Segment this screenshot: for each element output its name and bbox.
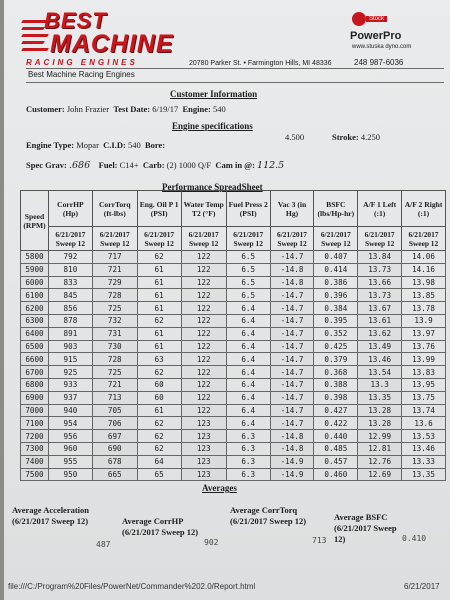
engine-type-row: [26, 140, 165, 150]
table-cell: 7000: [21, 404, 49, 417]
table-cell: 960: [49, 442, 93, 455]
performance-table: [20, 190, 446, 481]
table-cell: 13.3: [358, 378, 402, 391]
table-cell: 13.85: [402, 289, 446, 302]
column-header: CorrHP (Hp): [49, 191, 93, 227]
table-cell: 123: [181, 468, 226, 481]
table-cell: 6.5: [226, 289, 270, 302]
table-row: [21, 417, 446, 430]
table-cell: -14.7: [270, 417, 314, 430]
table-cell: 0.384: [314, 302, 358, 315]
table-cell: 61: [137, 340, 181, 353]
table-cell: 891: [49, 327, 93, 340]
table-cell: 61: [137, 276, 181, 289]
carb-label: Carb:: [142, 160, 165, 170]
column-header: A/F 2 Right (:1): [402, 191, 446, 227]
column-header: Eng. Oil P 1 (PSI): [137, 191, 181, 227]
table-cell: 12.76: [358, 455, 402, 468]
table-cell: 7200: [21, 430, 49, 443]
table-cell: 845: [49, 289, 93, 302]
table-cell: 61: [137, 327, 181, 340]
specs-section-title: Engine specifications: [172, 121, 253, 131]
table-cell: 0.379: [314, 353, 358, 366]
column-header: Fuel Press 2 (PSI): [226, 191, 270, 227]
bore-value: 4.500: [285, 132, 305, 142]
column-sweep-label: 6/21/2017 Sweep 12: [402, 227, 446, 251]
table-cell: -14.7: [270, 289, 314, 302]
table-row: [21, 430, 446, 443]
table-cell: 7500: [21, 468, 49, 481]
table-cell: 63: [137, 353, 181, 366]
table-cell: 6700: [21, 366, 49, 379]
table-cell: 13.35: [402, 468, 446, 481]
table-cell: 729: [92, 276, 137, 289]
table-cell: 0.425: [314, 340, 358, 353]
spec-grav-value: .686: [68, 160, 91, 171]
powerpro-name: PowerPro: [350, 30, 402, 42]
cam-label: Cam in @:: [215, 160, 255, 170]
table-cell: 0.440: [314, 430, 358, 443]
table-cell: 12.81: [358, 442, 402, 455]
logo-text-best: BEST: [44, 8, 107, 33]
table-cell: -14.7: [270, 404, 314, 417]
table-cell: 0.414: [314, 263, 358, 276]
cid-label: C.I.D:: [103, 140, 126, 150]
table-cell: 713: [92, 391, 137, 404]
table-cell: 13.62: [358, 327, 402, 340]
table-cell: 0.422: [314, 417, 358, 430]
table-cell: 7400: [21, 455, 49, 468]
table-cell: 13.61: [358, 314, 402, 327]
table-cell: 62: [137, 430, 181, 443]
table-cell: -14.7: [270, 302, 314, 315]
table-cell: 13.66: [358, 276, 402, 289]
table-cell: 956: [49, 430, 93, 443]
test-date-label: Test Date:: [113, 104, 151, 114]
table-cell: 0.485: [314, 442, 358, 455]
table-cell: 122: [181, 251, 226, 264]
engine-type-label: Engine Type:: [26, 140, 75, 150]
stroke-label: Stroke:: [332, 132, 359, 142]
table-cell: 62: [137, 417, 181, 430]
table-cell: 6500: [21, 340, 49, 353]
table-cell: 725: [92, 302, 137, 315]
table-cell: 0.352: [314, 327, 358, 340]
fuel-label: Fuel:: [98, 160, 118, 170]
table-cell: 13.9: [402, 314, 446, 327]
table-row: [21, 404, 446, 417]
table-cell: 6.3: [226, 430, 270, 443]
table-cell: 13.53: [402, 430, 446, 443]
table-cell: 12.99: [358, 430, 402, 443]
table-cell: 6.4: [226, 391, 270, 404]
table-cell: 13.46: [402, 442, 446, 455]
table-cell: 6.5: [226, 251, 270, 264]
table-cell: 6000: [21, 276, 49, 289]
stuska-circle-icon: [352, 12, 366, 26]
table-row: [21, 378, 446, 391]
cid-value: 540: [127, 140, 141, 150]
table-cell: 6.3: [226, 468, 270, 481]
table-row: [21, 366, 446, 379]
table-sweep-row: [21, 227, 446, 251]
table-cell: 0.460: [314, 468, 358, 481]
table-cell: 6.4: [226, 327, 270, 340]
table-cell: -14.7: [270, 353, 314, 366]
table-cell: 833: [49, 276, 93, 289]
table-cell: 13.99: [402, 353, 446, 366]
customer-value: John Frazier: [66, 104, 110, 114]
table-cell: -14.9: [270, 468, 314, 481]
company-name: Best Machine Racing Engines: [28, 70, 135, 79]
table-cell: 731: [92, 327, 137, 340]
avg-corrhp-label: Average CorrHP (6/21/2017 Sweep 12): [122, 516, 199, 537]
table-cell: 13.78: [402, 302, 446, 315]
table-cell: 721: [92, 263, 137, 276]
table-cell: 0.386: [314, 276, 358, 289]
table-cell: 903: [49, 340, 93, 353]
table-cell: 955: [49, 455, 93, 468]
table-cell: 6.5: [226, 263, 270, 276]
table-cell: 122: [181, 327, 226, 340]
table-body: [21, 251, 446, 481]
table-cell: -14.7: [270, 378, 314, 391]
avg-bsfc-label: Average BSFC (6/21/2017 Sweep 12): [334, 512, 397, 544]
table-row: [21, 442, 446, 455]
table-cell: 6100: [21, 289, 49, 302]
stroke-group: [332, 132, 380, 142]
table-cell: 122: [181, 302, 226, 315]
table-cell: 13.83: [402, 366, 446, 379]
column-header: Vac 3 (in Hg): [270, 191, 314, 227]
table-cell: -14.7: [270, 391, 314, 404]
table-cell: 6.4: [226, 302, 270, 315]
spec-grav-label: Spec Grav:: [26, 160, 67, 170]
report-page: [4, 0, 450, 600]
table-cell: 13.95: [402, 378, 446, 391]
best-machine-logo: [22, 6, 212, 70]
table-cell: -14.8: [270, 276, 314, 289]
avg-corrtorq-label: Average CorrTorq (6/21/2017 Sweep 12): [230, 505, 307, 526]
avg-corrtorq-value: 713: [312, 536, 327, 545]
averages-title: Averages: [202, 483, 237, 493]
table-cell: 0.457: [314, 455, 358, 468]
table-cell: 13.73: [358, 263, 402, 276]
engine-value: 540: [212, 104, 226, 114]
table-cell: 697: [92, 430, 137, 443]
table-cell: -14.7: [270, 366, 314, 379]
table-cell: 0.407: [314, 251, 358, 264]
table-cell: 728: [92, 353, 137, 366]
table-cell: 12.69: [358, 468, 402, 481]
table-cell: 878: [49, 314, 93, 327]
table-cell: 62: [137, 442, 181, 455]
fuel-value: C14+: [119, 160, 139, 170]
table-cell: 13.76: [402, 340, 446, 353]
table-cell: 13.35: [358, 391, 402, 404]
customer-label: Customer:: [26, 104, 65, 114]
column-header: Speed (RPM): [21, 191, 49, 251]
table-cell: 810: [49, 263, 93, 276]
stuska-badge: Stock: [366, 16, 387, 22]
table-cell: 61: [137, 404, 181, 417]
table-cell: 122: [181, 276, 226, 289]
table-cell: 62: [137, 251, 181, 264]
logo-text-machine: MACHINE: [50, 30, 174, 58]
table-cell: 7100: [21, 417, 49, 430]
table-cell: 6.4: [226, 353, 270, 366]
table-cell: 937: [49, 391, 93, 404]
column-sweep-label: 6/21/2017 Sweep 12: [92, 227, 137, 251]
column-header: BSFC (lbs/Hp-hr): [314, 191, 358, 227]
engine-type-value: Mopar: [76, 140, 99, 150]
table-cell: 6300: [21, 314, 49, 327]
table-cell: 7300: [21, 442, 49, 455]
table-cell: 13.98: [402, 276, 446, 289]
table-row: [21, 468, 446, 481]
table-cell: 61: [137, 289, 181, 302]
table-cell: 6.5: [226, 276, 270, 289]
table-cell: 725: [92, 366, 137, 379]
table-cell: 122: [181, 378, 226, 391]
table-cell: 6.4: [226, 417, 270, 430]
table-cell: 856: [49, 302, 93, 315]
table-cell: 61: [137, 263, 181, 276]
table-cell: 13.49: [358, 340, 402, 353]
table-cell: 62: [137, 314, 181, 327]
table-cell: 13.67: [358, 302, 402, 315]
table-cell: 705: [92, 404, 137, 417]
powerpro-url: www.stuska dyno.com: [352, 44, 412, 50]
table-cell: 61: [137, 302, 181, 315]
column-sweep-label: 6/21/2017 Sweep 12: [314, 227, 358, 251]
table-cell: 122: [181, 391, 226, 404]
table-cell: 13.75: [402, 391, 446, 404]
engine-label: Engine:: [182, 104, 211, 114]
table-cell: 706: [92, 417, 137, 430]
table-cell: 123: [181, 442, 226, 455]
company-address: 20780 Parker St. • Farmington Hills, MI 48336: [189, 60, 332, 67]
table-cell: -14.8: [270, 442, 314, 455]
table-row: [21, 340, 446, 353]
table-cell: 6900: [21, 391, 49, 404]
table-row: [21, 263, 446, 276]
footer-date: 6/21/2017: [404, 582, 440, 591]
cam-value: 112.5: [257, 160, 285, 171]
table-cell: 0.427: [314, 404, 358, 417]
table-cell: 13.28: [358, 417, 402, 430]
table-row: [21, 314, 446, 327]
table-cell: 6.4: [226, 378, 270, 391]
table-cell: 122: [181, 263, 226, 276]
table-cell: 940: [49, 404, 93, 417]
table-cell: 13.6: [402, 417, 446, 430]
table-cell: 13.73: [358, 289, 402, 302]
table-cell: 60: [137, 391, 181, 404]
table-cell: 122: [181, 340, 226, 353]
table-row: [21, 251, 446, 264]
column-sweep-label: 6/21/2017 Sweep 12: [181, 227, 226, 251]
table-cell: 65: [137, 468, 181, 481]
table-cell: -14.7: [270, 327, 314, 340]
table-cell: -14.9: [270, 455, 314, 468]
table-cell: -14.7: [270, 251, 314, 264]
table-cell: 721: [92, 378, 137, 391]
table-cell: 678: [92, 455, 137, 468]
table-cell: 13.28: [358, 404, 402, 417]
table-cell: 13.33: [402, 455, 446, 468]
table-row: [21, 391, 446, 404]
table-cell: 6800: [21, 378, 49, 391]
table-cell: 6.4: [226, 404, 270, 417]
table-cell: 14.16: [402, 263, 446, 276]
table-cell: 122: [181, 289, 226, 302]
table-cell: 122: [181, 366, 226, 379]
table-cell: 0.388: [314, 378, 358, 391]
table-cell: -14.7: [270, 314, 314, 327]
performance-table-title: Performance SpreadSheet: [162, 182, 263, 192]
table-row: [21, 327, 446, 340]
table-cell: 6.3: [226, 442, 270, 455]
table-cell: 122: [181, 404, 226, 417]
table-cell: 13.46: [358, 353, 402, 366]
table-cell: 14.06: [402, 251, 446, 264]
table-cell: 950: [49, 468, 93, 481]
table-row: [21, 276, 446, 289]
header-divider-2: [26, 82, 444, 83]
avg-acceleration-label: Average Acceleration (6/21/2017 Sweep 12): [12, 505, 90, 526]
column-sweep-label: 6/21/2017 Sweep 12: [358, 227, 402, 251]
table-cell: 0.368: [314, 366, 358, 379]
table-cell: 13.54: [358, 366, 402, 379]
stroke-value: 4.250: [360, 132, 381, 142]
table-cell: 62: [137, 366, 181, 379]
header-divider: [26, 68, 444, 69]
column-sweep-label: 6/21/2017 Sweep 12: [137, 227, 181, 251]
column-sweep-label: 6/21/2017 Sweep 12: [270, 227, 314, 251]
table-cell: 64: [137, 455, 181, 468]
table-row: [21, 289, 446, 302]
table-cell: 728: [92, 289, 137, 302]
table-cell: 6400: [21, 327, 49, 340]
table-cell: 690: [92, 442, 137, 455]
table-cell: -14.7: [270, 340, 314, 353]
table-cell: 123: [181, 417, 226, 430]
table-cell: 933: [49, 378, 93, 391]
customer-row: [26, 104, 226, 114]
avg-acceleration-value: 487: [96, 540, 111, 549]
table-cell: 6.4: [226, 314, 270, 327]
avg-bsfc-value: 0.410: [402, 534, 427, 543]
table-cell: 5900: [21, 263, 49, 276]
table-cell: 730: [92, 340, 137, 353]
table-cell: 0.395: [314, 314, 358, 327]
table-cell: 13.74: [402, 404, 446, 417]
table-cell: 122: [181, 314, 226, 327]
powerpro-logo: [346, 10, 436, 54]
table-cell: 13.97: [402, 327, 446, 340]
table-cell: 13.84: [358, 251, 402, 264]
column-header: A/F 1 Left (:1): [358, 191, 402, 227]
table-cell: 0.396: [314, 289, 358, 302]
table-cell: 123: [181, 430, 226, 443]
table-cell: 60: [137, 378, 181, 391]
table-cell: 0.398: [314, 391, 358, 404]
table-cell: 123: [181, 455, 226, 468]
table-cell: -14.8: [270, 430, 314, 443]
table-row: [21, 353, 446, 366]
table-cell: 915: [49, 353, 93, 366]
column-header: Water Temp T2 (°F): [181, 191, 226, 227]
table-row: [21, 455, 446, 468]
column-header: CorrTorq (ft-lbs): [92, 191, 137, 227]
footer-file-path: file:///C:/Program%20Files/PowerNet/Commander%202.0/Report.html: [8, 582, 256, 591]
table-cell: 732: [92, 314, 137, 327]
table-cell: 665: [92, 468, 137, 481]
table-header-row: [21, 191, 446, 227]
company-phone: 248 987-6036: [354, 58, 404, 67]
table-cell: 792: [49, 251, 93, 264]
carb-value: (2) 1000 Q/F: [166, 160, 212, 170]
table-cell: 717: [92, 251, 137, 264]
customer-section-title: Customer Information: [170, 89, 258, 99]
table-cell: 6600: [21, 353, 49, 366]
fuel-row: [26, 160, 284, 171]
table-cell: 6.4: [226, 366, 270, 379]
table-cell: 5800: [21, 251, 49, 264]
bore-label: Bore:: [144, 140, 166, 150]
logo-text-racing-engines: RACING ENGINES: [26, 58, 138, 67]
table-cell: 925: [49, 366, 93, 379]
table-cell: 6.3: [226, 455, 270, 468]
column-sweep-label: 6/21/2017 Sweep 12: [49, 227, 93, 251]
table-row: [21, 302, 446, 315]
column-sweep-label: 6/21/2017 Sweep 12: [226, 227, 270, 251]
table-cell: 122: [181, 353, 226, 366]
table-cell: -14.8: [270, 263, 314, 276]
table-cell: 6.4: [226, 340, 270, 353]
table-cell: 954: [49, 417, 93, 430]
avg-corrhp-value: 902: [204, 538, 219, 547]
table-cell: 6200: [21, 302, 49, 315]
test-date-value: 6/19/17: [152, 104, 179, 114]
